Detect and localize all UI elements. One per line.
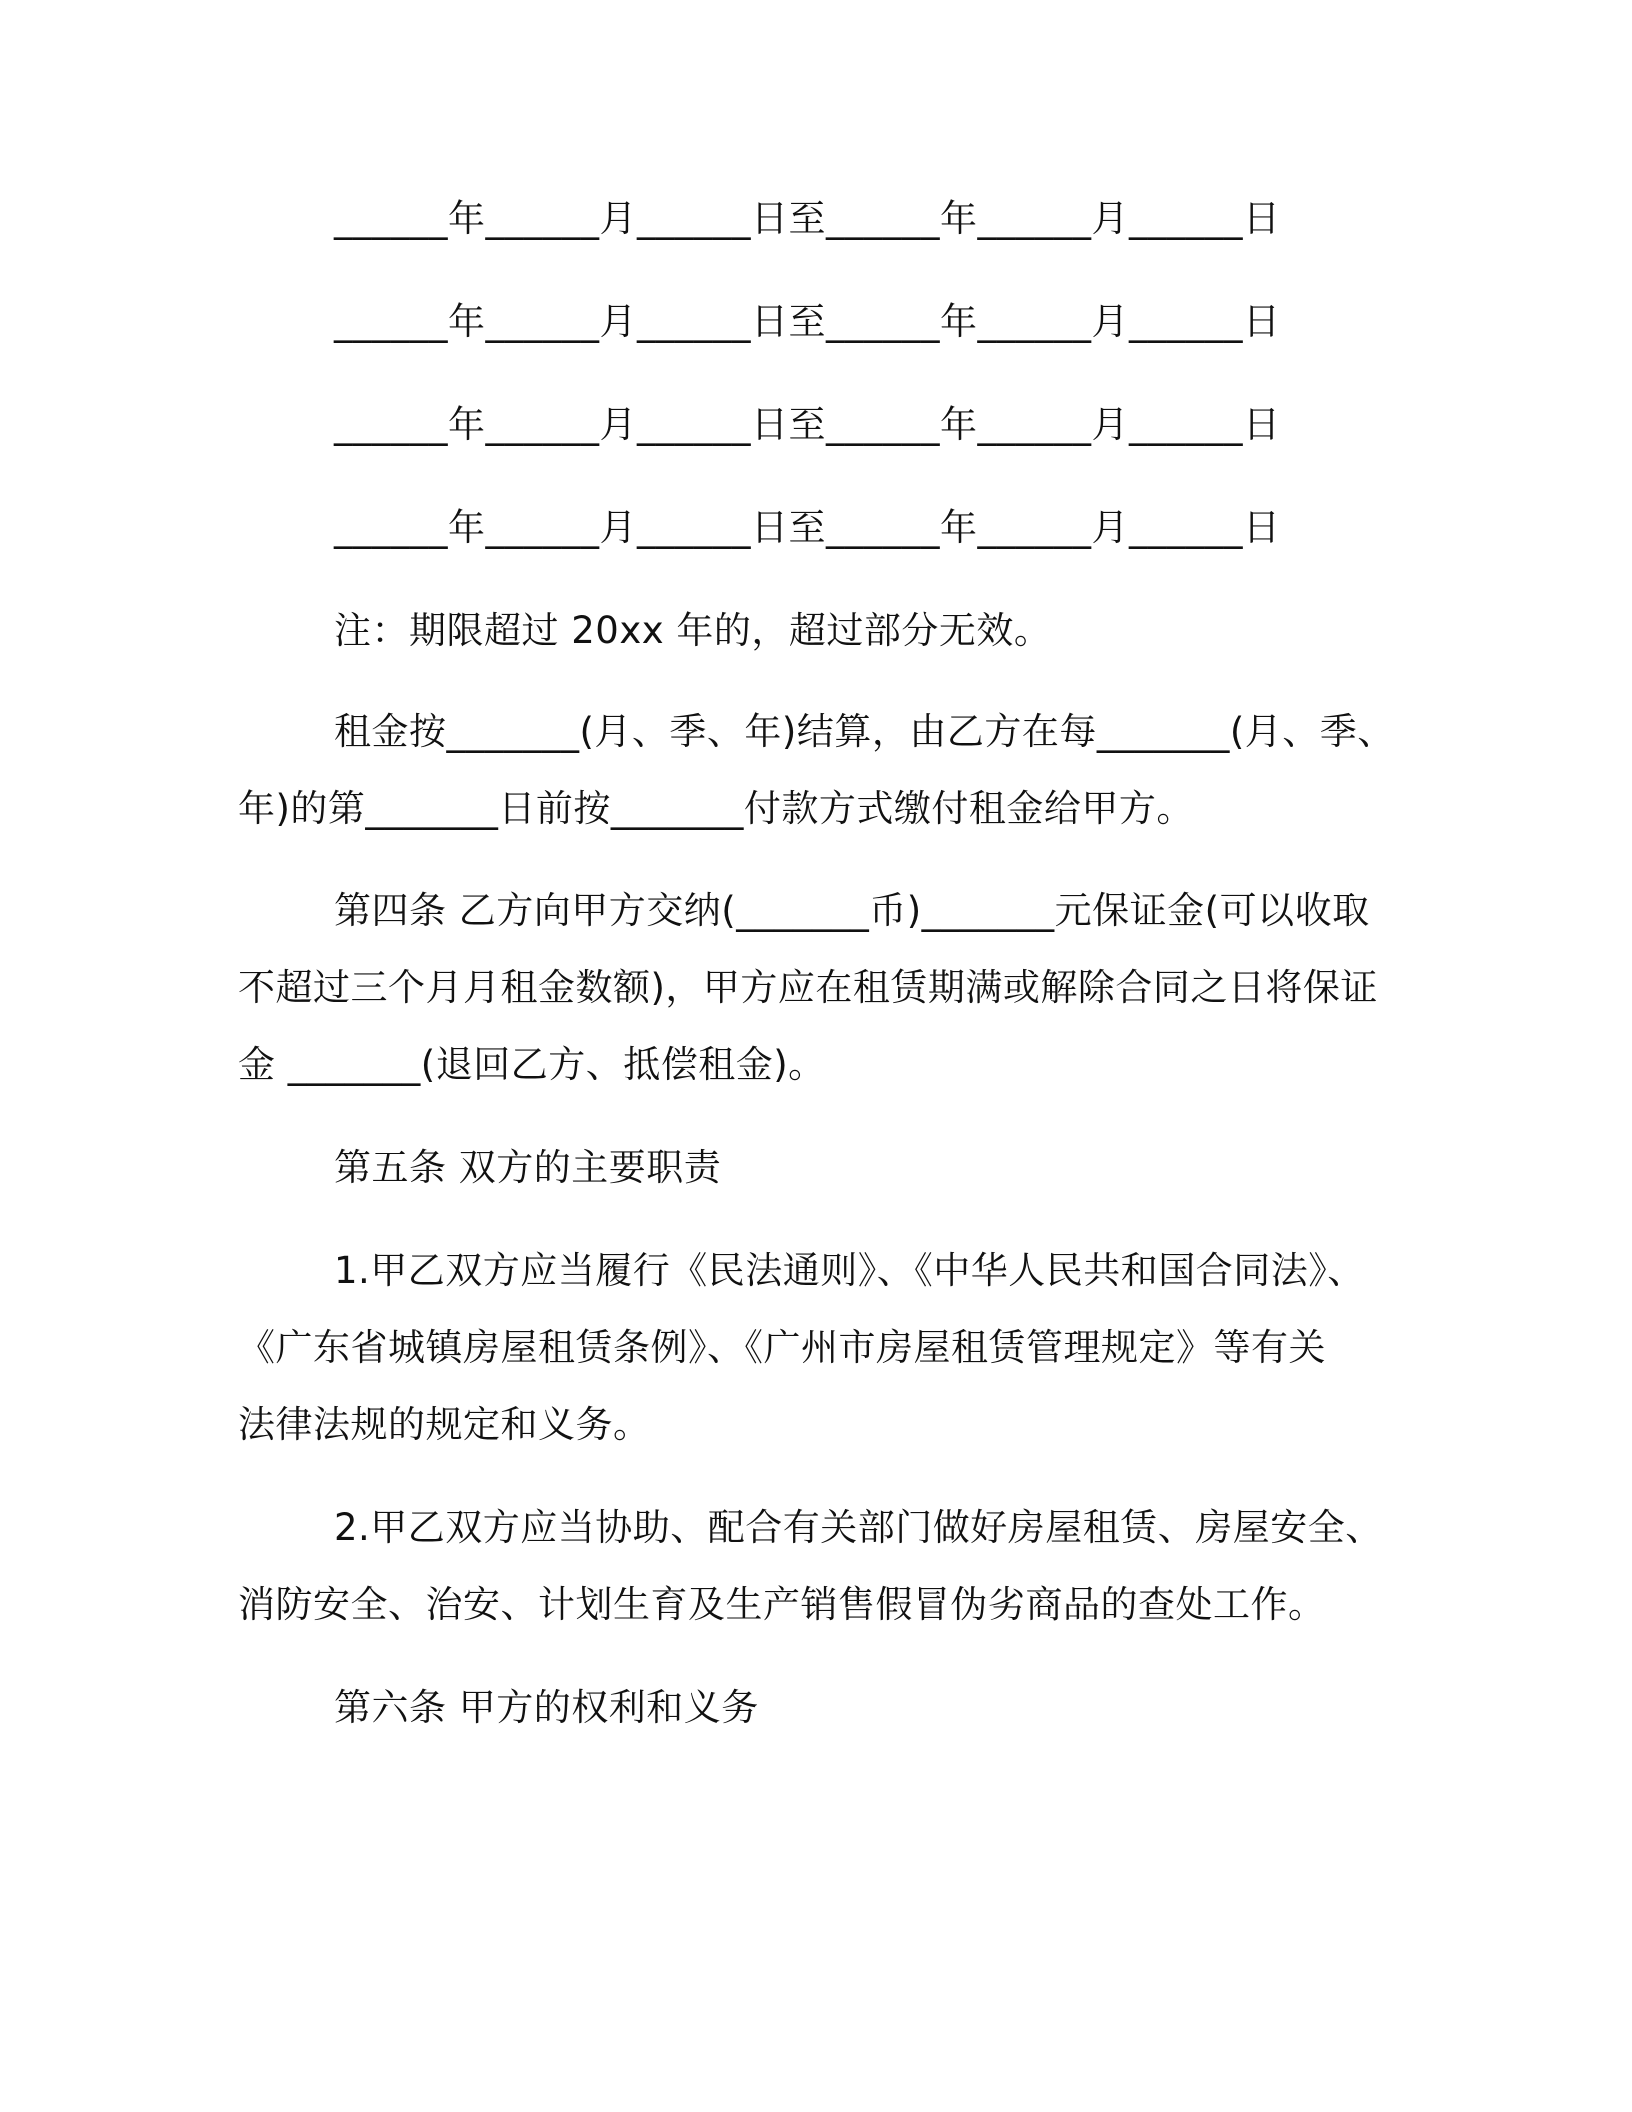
article-4-line-1: 第四条 乙方向甲方交纳(_______币)_______元保证金(可以收取 [334,889,1370,932]
term-note: 注：期限超过 20xx 年的，超过部分无效。 [334,609,1052,652]
article-4-line-2: 不超过三个月月租金数额)，甲方应在租赁期满或解除合同之日将保证 [238,966,1378,1009]
rent-paragraph-line-1: 租金按_______(月、季、年)结算，由乙方在每_______(月、季、 [334,710,1395,753]
term-row-3: ______年______月______日至______年______月______日 [334,403,1281,446]
article-5-item-1-line-2: 《广东省城镇房屋租赁条例》、《广州市房屋租赁管理规定》等有关 [238,1326,1326,1369]
term-row-1: ______年______月______日至______年______月______日 [334,197,1281,240]
article-6-title: 第六条 甲方的权利和义务 [334,1686,759,1729]
article-5-item-1-line-1: 1.甲乙双方应当履行《民法通则》、《中华人民共和国合同法》、 [334,1249,1365,1292]
article-5-item-2-line-1: 2.甲乙双方应当协助、配合有关部门做好房屋租赁、房屋安全、 [334,1506,1383,1549]
article-5-title: 第五条 双方的主要职责 [334,1146,722,1189]
article-4-line-3: 金 _______(退回乙方、抵偿租金)。 [238,1043,826,1086]
article-5-item-1-line-3: 法律法规的规定和义务。 [238,1403,651,1446]
term-row-4: ______年______月______日至______年______月______日 [334,506,1281,549]
rent-paragraph-line-2: 年)的第_______日前按_______付款方式缴付租金给甲方。 [238,787,1194,830]
article-5-item-2-line-2: 消防安全、治安、计划生育及生产销售假冒伪劣商品的查处工作。 [238,1583,1326,1626]
term-row-2: ______年______月______日至______年______月______日 [334,300,1281,343]
